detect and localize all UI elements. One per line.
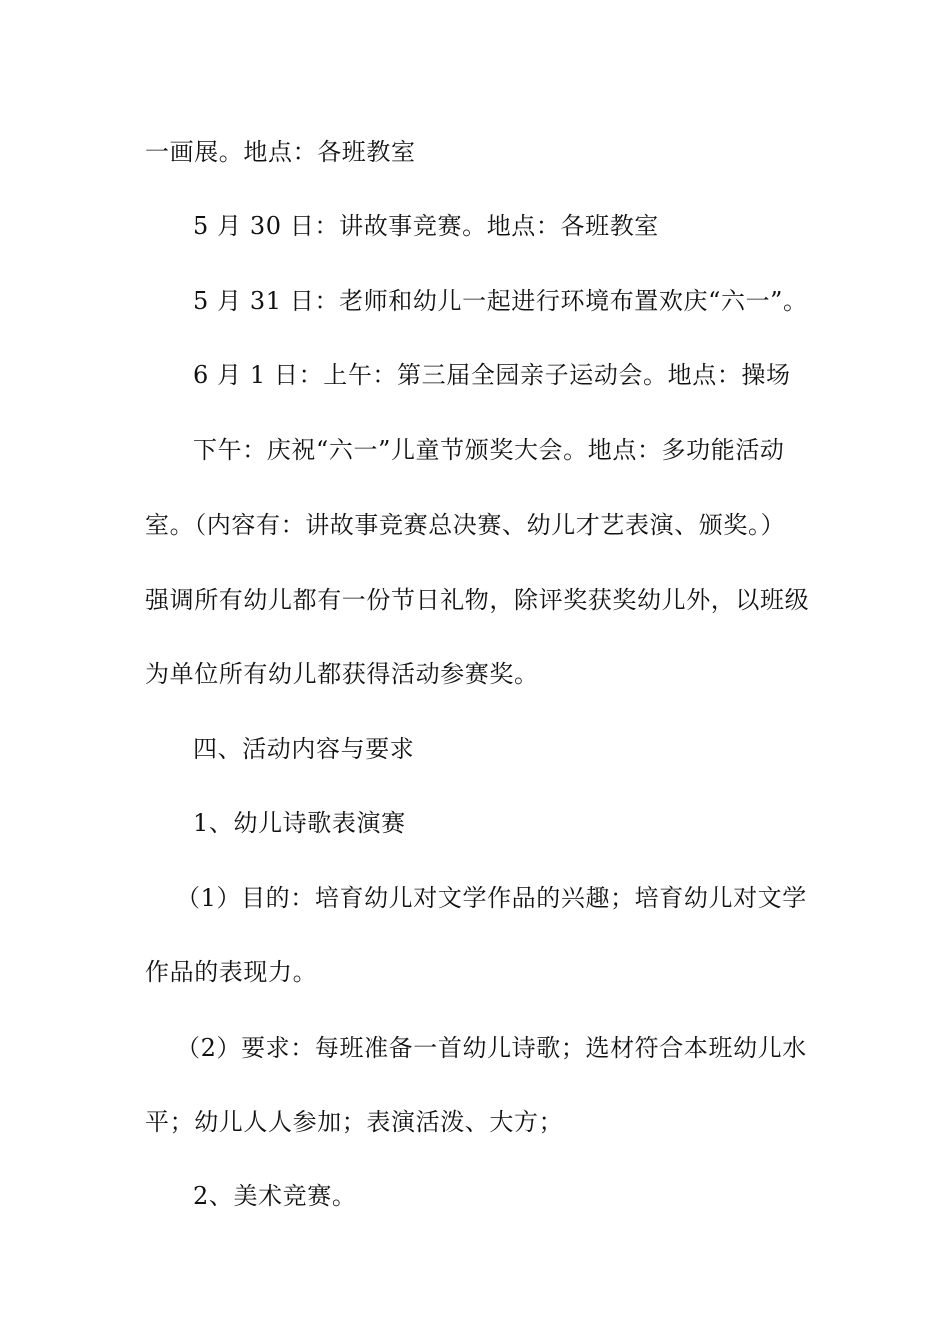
text-line-2: 5 月 30 日：讲故事竞赛。地点：各班教室	[193, 212, 659, 240]
subsection-heading-2: 2、美术竞赛。	[193, 1182, 357, 1210]
text-line-4: 6 月 1 日：上午：第三届全园亲子运动会。地点：操场	[193, 361, 791, 389]
text-line-14: 平；幼儿人人参加；表演活泼、大方；	[145, 1108, 564, 1136]
text-line-12: 作品的表现力。	[145, 958, 318, 986]
section-heading: 四、活动内容与要求	[193, 735, 415, 763]
text-line-13: （2）要求：每班准备一首幼儿诗歌；选材符合本班幼儿水	[176, 1034, 807, 1062]
text-line-11: （1）目的：培育幼儿对文学作品的兴趣；培育幼儿对文学	[176, 884, 807, 912]
text-line-7: 强调所有幼儿都有一份节日礼物，除评奖获奖幼儿外，以班级	[145, 586, 810, 614]
text-line-5: 下午：庆祝“六一”儿童节颁奖大会。地点：多功能活动	[193, 436, 785, 464]
text-line-1: 一画展。地点：各班教室	[145, 138, 416, 166]
text-line-3: 5 月 31 日：老师和幼儿一起进行环境布置欢庆“六一”。	[193, 287, 808, 315]
subsection-heading-1: 1、幼儿诗歌表演赛	[193, 809, 406, 837]
text-line-8: 为单位所有幼儿都获得活动参赛奖。	[145, 660, 539, 688]
text-line-6: 室。（内容有：讲故事竞赛总决赛、幼儿才艺表演、颁奖。）	[145, 511, 786, 539]
